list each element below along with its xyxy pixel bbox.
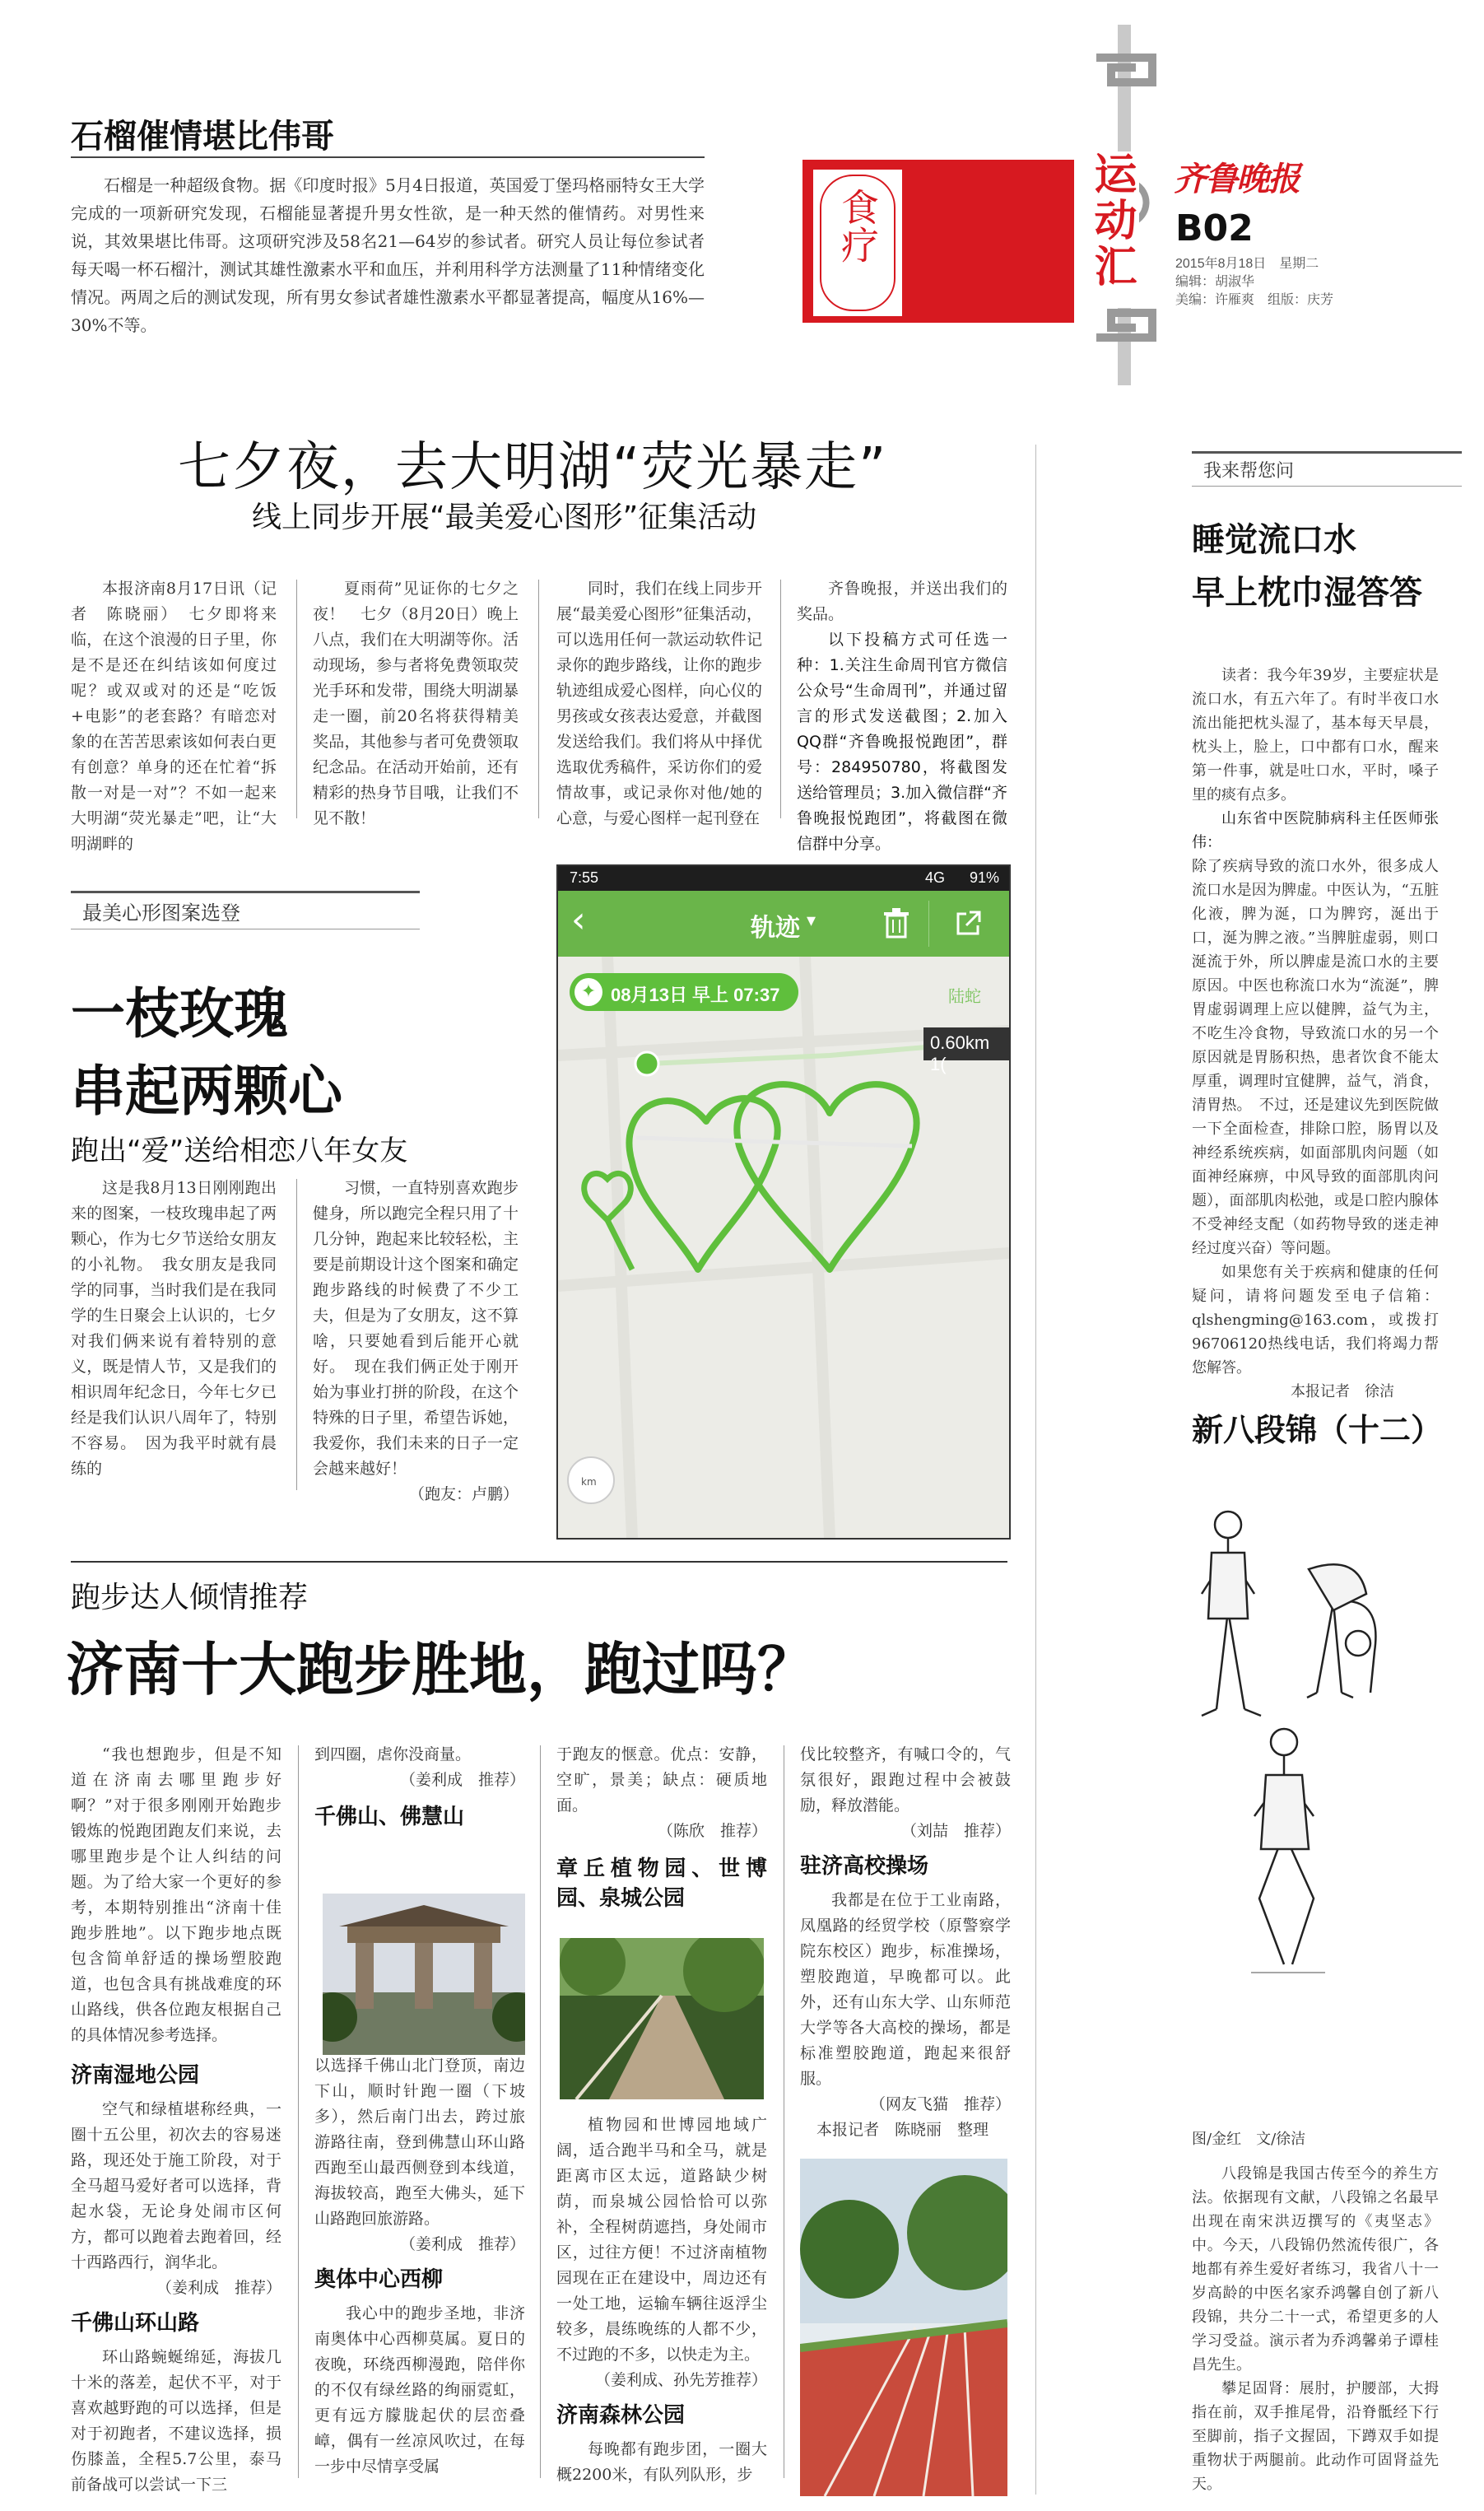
forest-body: 每晚都有跑步团，一圈大概2200米，有队列队形，步: [556, 2440, 767, 2484]
photo-gate: [323, 1894, 525, 2055]
qixi-col-4: [797, 576, 1007, 857]
photo-boardwalk: [560, 1938, 764, 2099]
col3-top-credit: （陈欣 推荐）: [657, 1822, 767, 1840]
qixi-col-3-text: 同时，我们在线上同步开展“最美爱心图形”征集活动，可以选用任何一款运动软件记录你的跑步路线，让你的跑步轨迹组成爱心图样，向心仪的男孩或女孩表达爱意，并截图发送给我们。我们将从中择优选取优秀稿件，采访你们的爱情故事，或记录你对他/她的心意，与爱心图样一起刊登在: [556, 580, 762, 827]
saliva-title-line2: 早上枕巾湿答答: [1192, 574, 1422, 612]
tenplaces-reporter: 本报记者 陈晓丽 整理: [816, 2121, 989, 2139]
saliva-contact: 如果您有关于疾病和健康的任何疑问，请将问题发至电子信箱：qlshengming@163.com，或拨打96706120热线电话，我们将竭力帮您解答。: [1192, 1264, 1439, 1377]
status-battery: 91%: [969, 869, 999, 886]
column-logo-frame: [812, 168, 904, 318]
tenplaces-col-1: [71, 1742, 281, 2498]
olympic-body: 我心中的跑步圣地，非济南奥体中心西柳莫属。夏日的夜晚，环绕西柳漫跑，陪伴你的不仅有绿丝路的绚丽霓虹，更有远方朦胧起伏的层峦叠嶂，偶有一丝凉风吹过，在每一步中尽情享受属: [314, 2304, 525, 2476]
distance-value: 0.60km: [930, 1032, 990, 1053]
ring-road-title: 千佛山环山路: [71, 2311, 200, 2336]
ring-road-body: 环山路蜿蜒绵延，海拔几十米的落差，起伏不平，对于喜欢越野跑的可以选择，但是对于初跑者，不建议选择，损伤膝盖，全程5.7公里，泰马前备战可以尝试一下三: [71, 2348, 281, 2494]
rose-col-2-text: 习惯，一直特别喜欢跑步健身，所以跑完全程只用了十几分钟，跑起来比较轻松，主要是前期设计这个图案和确定跑步路线的时候费了不少工夫，但是为了女朋友，这不算啥，只要她看到后能开心就好。 现在我们俩正处于刚开始为事业打拼的阶段，在这个特殊的日子里，希望告诉她，我爱你，我们未来的日子一定会越来越好！: [313, 1179, 519, 1478]
start-marker: [635, 1052, 658, 1075]
back-icon[interactable]: ‹: [571, 899, 586, 941]
wetland-credit: （姜利成 推荐）: [156, 2279, 281, 2297]
trash-icon[interactable]: [882, 907, 910, 939]
tenplaces-col-4: [800, 1742, 1011, 2143]
wetland-body: 空气和绿植堪称经典，一圈十五公里，初次去的容易迷路，现还处于施工阶段，对于全马超马爱好者可以选择，背起水袋，无论身处闹市区何方，都可以跑着去跑着回，经十西路西行，润华北。: [71, 2100, 281, 2271]
saliva-expert-intro: 山东省中医院肺病科主任医师张伟：: [1192, 810, 1439, 851]
page-designer: 美编：许雁爽 组版：庆芳: [1175, 293, 1334, 307]
qixi-col-4-intro: 齐鲁晚报，并送出我们的奖品。: [797, 580, 1007, 623]
section-name: 运动汇: [1086, 151, 1136, 290]
qianfo-title: 千佛山、佛慧山: [314, 1805, 465, 1829]
qixi-col-3: [556, 576, 762, 832]
qianfo-body: 以选择千佛山北门登顶，南边下山，顺时针跑一圈（下坡多），然后南门出去，跨过旅游路往南，登到佛慧山环山路西跑至山最西侧登到本线道，海拔较高，跑至大佛头，延下山路跑回旅游路。: [314, 2057, 525, 2228]
section-badge: [1083, 151, 1139, 308]
baduanjin-intro: 八段锦是我国古传至今的养生方法。依据现有文献，八段锦之名最早出现在南宋洪迈撰写的《夷坚志》中。今天，八段锦仍然流传很广，各地都有养生爱好者练习，我省八十一岁高龄的中医名家乔鸿馨自创了新八段锦，共分二十一式，希望更多的人学习受益。演示者为乔鸿馨弟子谭桂昌先生。: [1192, 2165, 1439, 2374]
saliva-credit: 本报记者 徐洁: [1291, 1383, 1394, 1400]
qianfo-credit: （姜利成 推荐）: [399, 2235, 525, 2253]
baduanjin-title: 新八段锦（十二）: [1192, 1412, 1443, 1448]
standing-figure: [1202, 1512, 1261, 1716]
rose-col-1-text: 这是我8月13日刚刚跑出来的图案，一枝玫瑰串起了两颗心，作为七夕节送给女朋友的小礼物。 我女朋友是我同学的同事，当时我们是在我同学的生日聚会上认识的，七夕对我们俩来说有着特别的意义，既是情人节，又是我们的相识周年纪念日，今年七夕已经是我们认识八周年了，特别不容易。 因为我平时就有晨练的: [71, 1179, 277, 1478]
tenplaces-col-3: [556, 1742, 767, 2488]
baduanjin-move: 攀足固肾：展肘，护腰部，大拇指在前，双手推尾骨，沿脊骶经下行至脚前，指子文握固，下蹲双手如提重物状于两腿前。此动作可固肾益先天。: [1192, 2380, 1439, 2493]
qixi-col-2-text: 夏雨荷”见证你的七夕之夜！ 七夕（8月20日）晚上八点，我们在大明湖等你。活动现场，参与者将免费领取荧光手环和发带，围绕大明湖暴走一圈，前20名将获得精美奖品，其他参与者可免费领取纪念品。在活动开始前，还有精彩的热身节目哦，让我们不见不散！: [313, 580, 519, 827]
qixi-col-2: [313, 576, 519, 832]
baduanjin-illustration: [1169, 1503, 1465, 2080]
qixi-subtitle: 线上同步开展“最美爱心图形”征集活动: [252, 501, 757, 534]
nav-title: 轨迹: [751, 914, 800, 943]
pomegranate-paragraph: 石榴是一种超级食物。据《印度时报》5月4日报道，英国爱丁堡玛格丽特女王大学完成的一项新研究发现，石榴能显著提升男女性欲，是一种天然的催情药。对男性来说，其效果堪比伟哥。这项研究涉及58名21—64岁的参试者。研究人员让每位参试者每天喝一杯石榴汁，测试其雄性激素水平和血压，并利用科学方法测量了11种情绪变化情况。两周之后的测试发现，所有男女参试者雄性激素水平都显著提高，幅度从16%—30%不等。: [71, 175, 705, 335]
qixi-col-1-text: 本报济南8月17日讯（记者 陈晓丽） 七夕即将来临，在这个浪漫的日子里，你是不是还在纠结该如何度过呢？或双或对的还是“吃饭+电影”的老套路？有暗恋对象的在苦苦思索该如何表白更有创意？单身的还在忙着“拆散一对是一对”？不如一起来大明湖“荧光暴走”吧，让“大明湖畔的: [71, 580, 277, 853]
campus-credit: （网友飞猫 推荐）: [869, 2095, 1011, 2113]
rose-title-line1: 一枝玫瑰: [71, 982, 288, 1046]
col4-top-credit: （刘喆 推荐）: [900, 1822, 1011, 1840]
rose-col-2: [313, 1176, 519, 1507]
saliva-body: [1192, 664, 1439, 1404]
date-chip-text: 08月13日 早上 07:37: [611, 985, 780, 1005]
share-icon[interactable]: [955, 909, 983, 937]
dropdown-icon[interactable]: ▾: [807, 911, 816, 931]
col3-top-text: 于跑友的惬意。优点：安静，空旷，景美；缺点：硬质地面。: [556, 1745, 767, 1815]
saliva-tag: 我来帮您问: [1192, 451, 1462, 487]
tenplaces-col-2: [314, 1742, 525, 2480]
date-chip: [570, 973, 798, 1011]
col2-top-text: 到四圈，虐你没商量。: [314, 1745, 472, 1763]
campus-body: 我都是在位于工业南路，凤凰路的经贸学校（原警察学院东校区）跑步，标准操场，塑胶跑道，早晚都可以。此外，还有山东大学、山东师范大学等各大高校的操场，都是标准塑胶跑道，跑起来很舒服。: [800, 1891, 1011, 2088]
qixi-title: 七夕夜，去大明湖“荧光暴走”: [178, 437, 888, 498]
zoom-button-label: km: [581, 1476, 597, 1488]
pomegranate-body: [71, 171, 705, 339]
campus-title: 驻济高校操场: [800, 1854, 929, 1879]
page-meta: [1175, 255, 1333, 310]
page-number: B02: [1175, 207, 1254, 249]
runner-icon: ✦: [575, 978, 602, 1006]
distance-readout: [923, 1027, 1009, 1074]
rose-title-line2: 串起两颗心: [71, 1060, 342, 1123]
zhangqiu-title: 章丘植物园、世博园、泉城公园: [556, 1856, 767, 1911]
col4-top-text: 伐比较整齐，有喊口令的，气氛很好，跟跑过程中会被鼓励，释放潜能。: [800, 1745, 1011, 1815]
zhangqiu-body: 植物园和世博园地域广阔，适合跑半马和全马，就是距离市区太远，道路缺少树荫，而泉城公园恰恰可以弥补，全程树荫遮挡，身处闹市区，过往方便！不过济南植物园现在正在建设中，周边还有一处工地，运输车辆往返浮尘较多，晨练晚练的人都不少，不过跑的不多，以快走为主。: [556, 2116, 767, 2364]
baduanjin-figure-credit: 图/金红 文/徐洁: [1192, 2131, 1306, 2148]
pomegranate-title: 石榴催情堪比伟哥: [71, 118, 334, 156]
forest-title: 济南森林公园: [556, 2403, 686, 2428]
squatting-figure: [1251, 1729, 1325, 1973]
column-logo-text: 食疗: [835, 188, 880, 263]
status-time: 7:55: [570, 869, 599, 886]
photo-running-track: [800, 2159, 1007, 2496]
rose-col-1: [71, 1176, 277, 1482]
col2-top-credit: （姜利成 推荐）: [399, 1771, 525, 1789]
rose-credit: （跑友：卢鹏）: [408, 1485, 519, 1503]
app-nav-bar: [558, 891, 1009, 957]
map-label: 陆蛇: [948, 986, 981, 1006]
running-app-screenshot: [556, 864, 1011, 1540]
saliva-title-line1: 睡觉流口水: [1192, 521, 1356, 559]
olympic-title: 奥体中心西柳: [314, 2267, 444, 2292]
paper-name: 齐鲁晚报: [1174, 160, 1299, 198]
qixi-col-1: [71, 576, 277, 857]
phone-status-bar: [558, 866, 1009, 891]
wetland-title: 济南湿地公园: [71, 2063, 200, 2088]
distance-tail: 1(: [930, 1054, 947, 1074]
tenplaces-intro: “我也想跑步，但是不知道在济南去哪里跑步好啊？”对于很多刚刚开始跑步锻炼的悦跑团跑友们来说，去哪里跑步是个让人纠结的问题。为了给大家一个更好的参考，本期特别推出“济南十佳跑步胜地”。以下跑步地点既包含简单舒适的操场塑胶跑道，也包含具有挑战难度的环山路线，供各位跑友根据自己的具体情况参考选择。: [71, 1745, 281, 2044]
zhangqiu-credit: （姜利成、孙先芳推荐）: [594, 2371, 767, 2389]
tenplaces-title: 济南十大跑步胜地，跑过吗？: [66, 1636, 815, 1703]
rose-subtitle: 跑出“爱”送给相恋八年女友: [71, 1134, 408, 1167]
page-date: 2015年8月18日 星期二: [1175, 257, 1319, 271]
saliva-reader: 读者：我今年39岁，主要症状是流口水，有五六年了。有时半夜口水流出能把枕头湿了，基本每天早晨，枕头上，脸上，口中都有口水，醒来第一件事，就是吐口水，平时，嗓子里的痰有点多。: [1192, 667, 1439, 804]
qixi-col-4-methods: 以下投稿方式可任选一种：1.关注生命周刊官方微信公众号“生命周刊”，并通过留言的形式发送截图；2.加入QQ群“齐鲁晚报悦跑团”，群号：284950780，将截图发送给管理员；3.加入微信群“齐鲁晚报悦跑团”，将截图在微信群中分享。: [797, 631, 1007, 853]
tenplaces-kicker: 跑步达人倾情推荐: [71, 1581, 309, 1614]
bending-figure: [1307, 1564, 1375, 1698]
status-network: 4G: [924, 869, 945, 886]
baduanjin-body: [1192, 2162, 1439, 2496]
page-editor: 编辑：胡淑华: [1175, 275, 1255, 289]
rose-tag: 最美心形图案选登: [71, 891, 420, 929]
saliva-expert-body: 除了疾病导致的流口水外，很多成人流口水是因为脾虚。中医认为，“五脏化液，脾为涎，口为脾窍，涎出于口，涎为脾之液。”当脾脏虚弱，则口涎流于外，所以脾虚是流口水的主要原因。中医也称流口水为“流涎”，脾胃虚弱调理上应以健脾，益气为主，不吃生冷食物，导致流口水的另一个原因就是胃肠积热，患者饮食不能太厚重，调理时宜健脾，益气，消食，清胃热。 不过，还是建议先到医院做一下全面检查，排除口腔，肠胃以及神经系统疾病，如面部肌肉问题（如面神经麻痹，中风导致的面部肌肉问题），面部肌肉松弛，或是口腔内腺体不受神经支配（如药物导致的迷走神经过度兴奋）等问题。: [1192, 858, 1439, 1257]
